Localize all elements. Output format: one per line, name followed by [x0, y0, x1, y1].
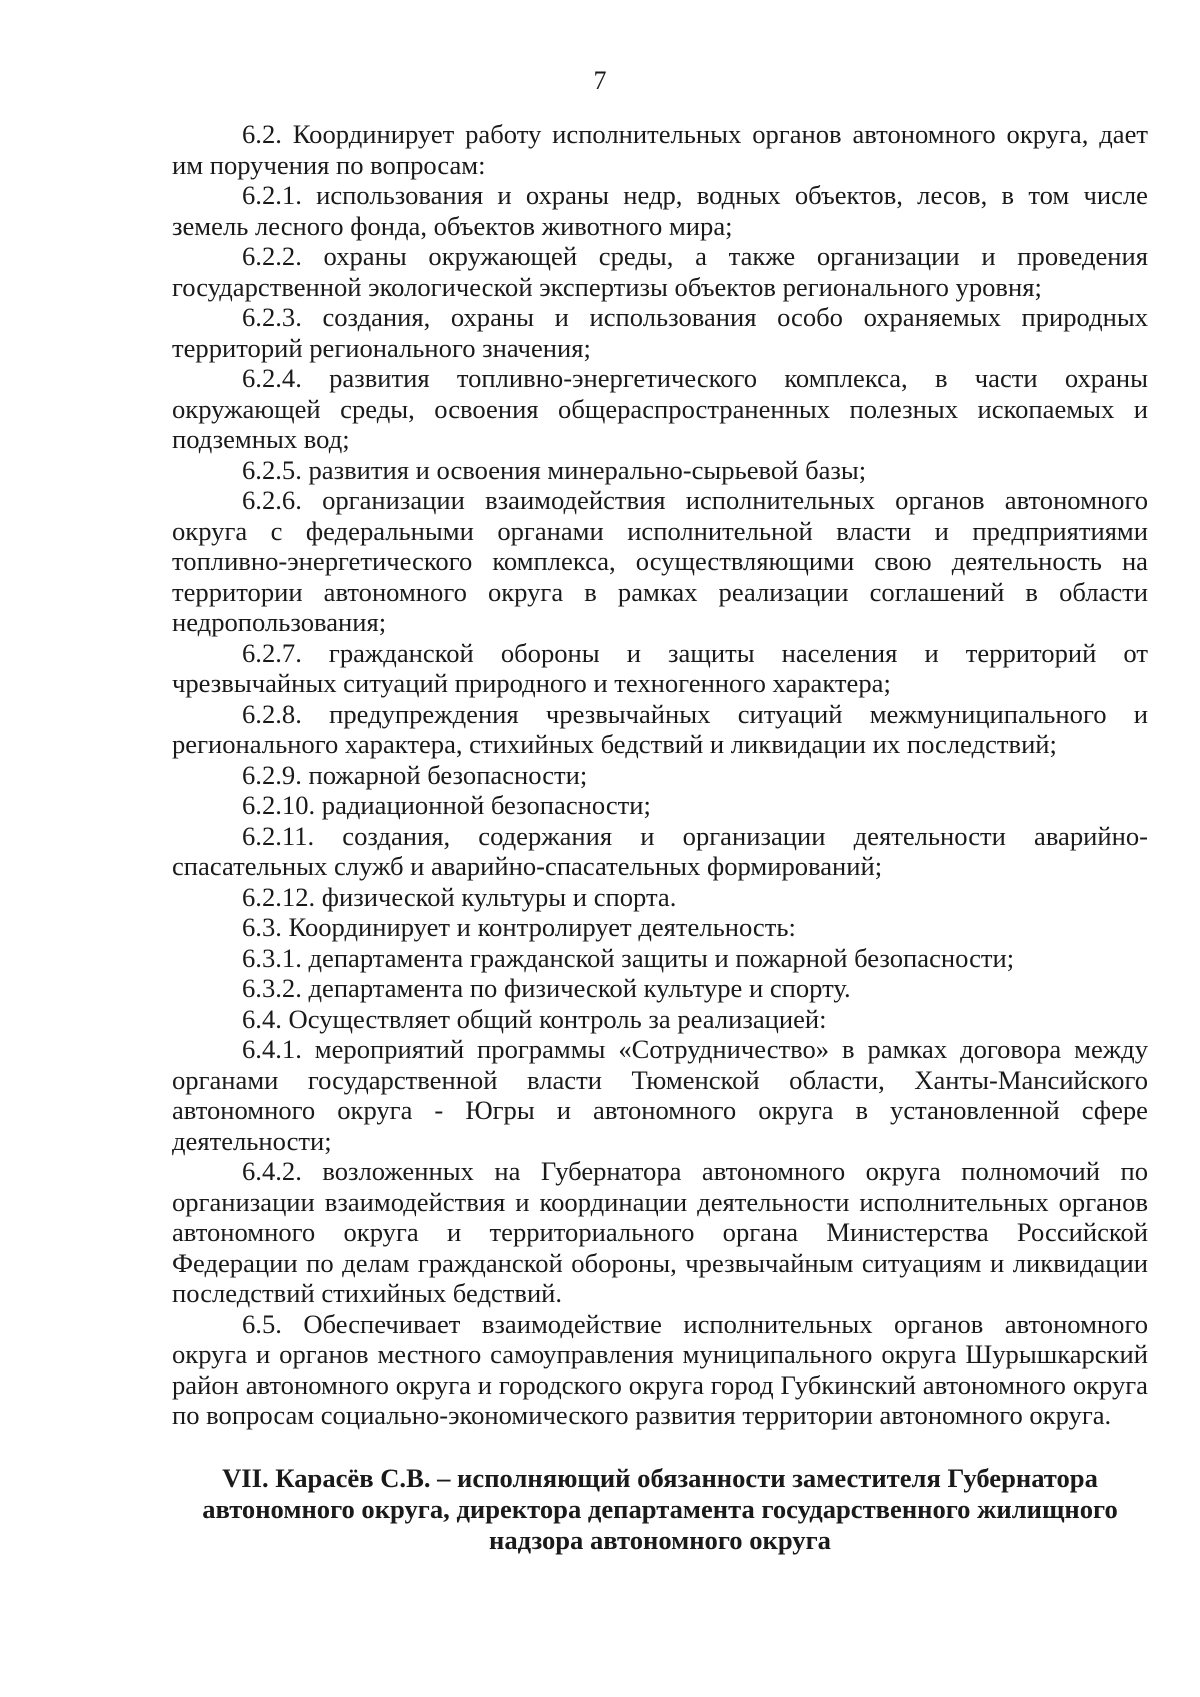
paragraph-6-2: 6.2. Координирует работу исполнительных органов автономного округа, дает им поручения по вопросам: — [172, 119, 1148, 180]
paragraph-6-4: 6.4. Осуществляет общий контроль за реализацией: — [242, 1003, 827, 1034]
paragraph-6-5: 6.5. Обеспечивает взаимодействие исполнительных органов автономного округа и органов местного самоуправления муниципального округа Шурышкарский район автономного округа и городского округа город Губкинский автономного округа по вопросам социально-экономического развития территории автономного округа. — [172, 1308, 1148, 1430]
paragraph-6-2-11: 6.2.11. создания, содержания и организации деятельности аварийно-спасательных служб и аварийно-спасательных формирований; — [172, 820, 1148, 881]
paragraph-6-2-12: 6.2.12. физической культуры и спорта. — [242, 881, 677, 912]
paragraph-6-4-1: 6.4.1. мероприятий программы «Сотрудничество» в рамках договора между органами государственной власти Тюменской области, Ханты-Мансийского автономного округа - Югры и автономного округа в установленной сфере деятельности; — [172, 1034, 1148, 1156]
page-number: 7 — [593, 66, 607, 95]
paragraph-6-2-5: 6.2.5. развития и освоения минерально-сырьевой базы; — [242, 454, 867, 485]
paragraph-6-2-2: 6.2.2. охраны окружающей среды, а также организации и проведения государственной экологической экспертизы объектов регионального уровня; — [172, 241, 1148, 302]
paragraph-6-2-9: 6.2.9. пожарной безопасности; — [242, 759, 588, 790]
paragraph-6-2-10: 6.2.10. радиационной безопасности; — [242, 790, 651, 820]
paragraph-6-2-1: 6.2.1. использования и охраны недр, водных объектов, лесов, в том числе земель лесного фонда, объектов животного мира; — [172, 180, 1148, 241]
section-heading-vii: VII. Карасёв С.В. – исполняющий обязанности заместителя Губернатора автономного округа, директора департамента государственного жилищного надзора автономного округа — [202, 1463, 1118, 1555]
paragraph-6-3-2: 6.3.2. департамента по физической культуре и спорту. — [242, 973, 851, 1003]
paragraph-6-2-8: 6.2.8. предупреждения чрезвычайных ситуаций межмуниципального и регионального характера, стихийных бедствий и ликвидации их последствий; — [172, 698, 1148, 759]
paragraph-6-4-2: 6.4.2. возложенных на Губернатора автономного округа полномочий по организации взаимодействия и координации деятельности исполнительных органов автономного округа и территориального органа Министерства Российской Федерации по делам гражданской обороны, чрезвычайным ситуациям и ликвидации последствий стихийных бедствий. — [172, 1156, 1148, 1308]
paragraph-6-2-3: 6.2.3. создания, охраны и использования особо охраняемых природных территорий регионального значения; — [172, 302, 1148, 363]
paragraph-6-3-1: 6.3.1. департамента гражданской защиты и пожарной безопасности; — [242, 942, 1015, 973]
paragraph-6-2-4: 6.2.4. развития топливно-энергетического комплекса, в части охраны окружающей среды, освоения общераспространенных полезных ископаемых и подземных вод; — [172, 363, 1148, 454]
document-body — [172, 119, 1148, 1431]
paragraph-6-2-6: 6.2.6. организации взаимодействия исполнительных органов автономного округа с федеральными органами исполнительной власти и предприятиями топливно-энергетического комплекса, осуществляющими свою деятельность на территории автономного округа в рамках реализации соглашений в области недропользования; — [172, 485, 1148, 637]
paragraph-6-2-7: 6.2.7. гражданской обороны и защиты населения и территорий от чрезвычайных ситуаций природного и техногенного характера; — [172, 637, 1148, 698]
paragraph-6-3: 6.3. Координирует и контролирует деятельность: — [242, 912, 796, 942]
